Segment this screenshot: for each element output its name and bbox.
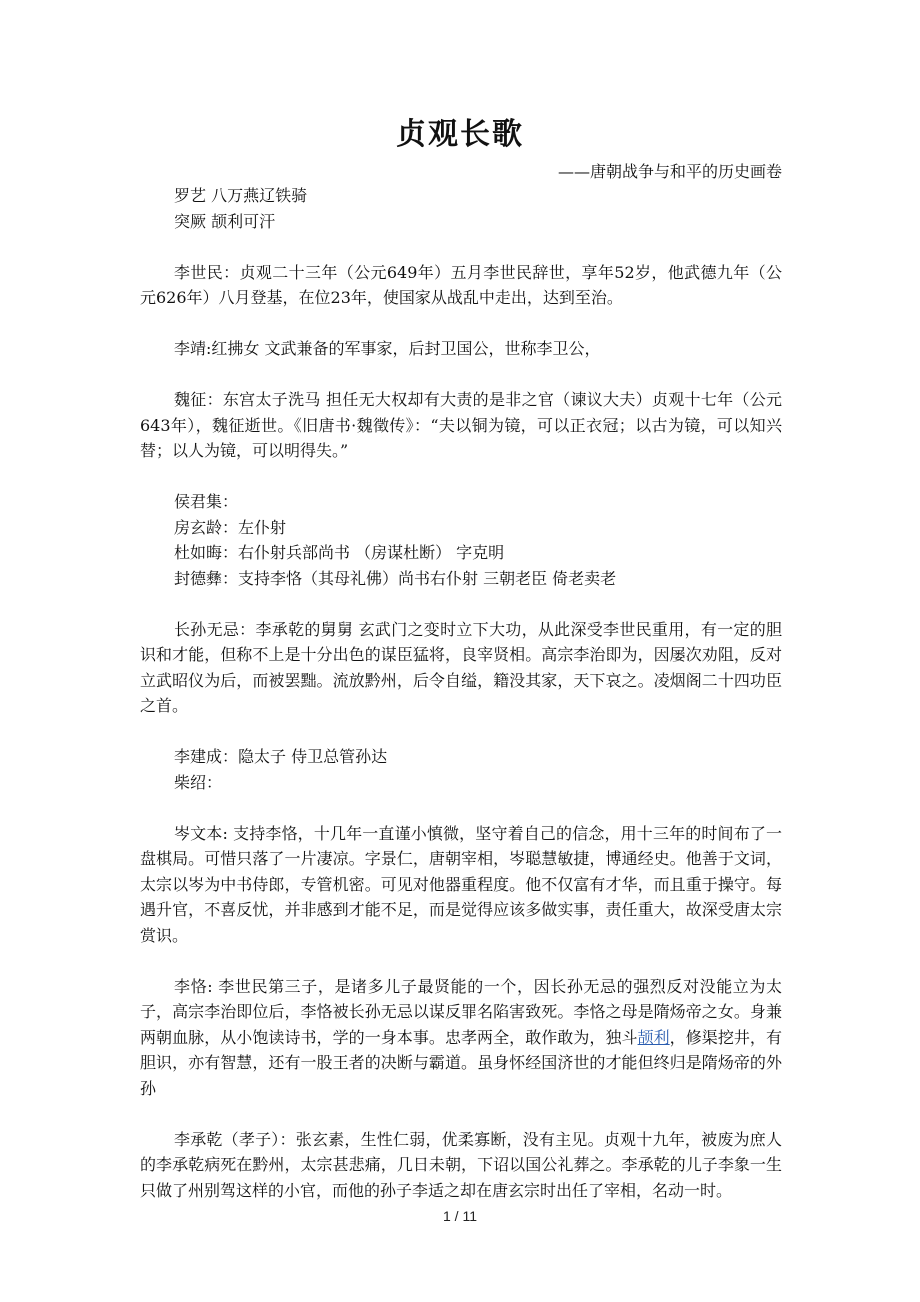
- document-title: 贞观长歌: [396, 117, 524, 152]
- paragraph-lichengqian: 李承乾（孝子）：张玄素，生性仁弱，优柔寡断，没有主见。贞观十九年，被废为庶人的李承乾病死在黔州，太宗甚悲痛，几日未朝，下诏以国公礼葬之。李承乾的儿子李象一生只做了州别驾这样的小官，而他的孙子李适之却在唐玄宗时出任了宰相，名动一时。: [140, 1129, 782, 1200]
- paragraph-gap: [140, 591, 782, 617]
- document-body: [140, 183, 782, 1203]
- line-tujue: 突厥 颉利可汗: [174, 211, 276, 231]
- paragraph-gap: [140, 1101, 782, 1127]
- page-number: 1 / 11: [443, 1208, 477, 1224]
- paragraph-gap: [140, 948, 782, 974]
- paragraph-zhangsunwuji: 长孙无忌：李承乾的舅舅 玄武门之变时立下大功，从此深受李世民重用，有一定的胆识和才能，但称不上是十分出色的谋臣猛将，良宰贤相。高宗李治即为，因屡次劝阻，反对立武昭仪为后，而被罢黜。流放黔州，后令自缢，籍没其家，天下哀之。凌烟阁二十四功臣之首。: [140, 619, 782, 715]
- jieli-link[interactable]: 颉利: [637, 1027, 670, 1047]
- line-lijiancheng: 李建成：隐太子 侍卫总管孙达: [174, 747, 388, 766]
- like-text-after: ，修渠挖井，有胆识，亦有智慧，还有一股王者的决断与霸道。虽身怀经国济世的才能但终归是隋炀帝的外孙: [140, 1027, 782, 1098]
- line-chaishao: 柴绍：: [174, 772, 223, 792]
- paragraph-gap: [140, 795, 782, 821]
- line-fengdeyi: 封德彝：支持李恪（其母礼佛）尚书右仆射 三朝老臣 倚老卖老: [174, 568, 617, 588]
- line-duruhui: 杜如晦：右仆射兵部尚书 （房谋杜断） 字克明: [174, 543, 505, 562]
- paragraph-gap: [140, 362, 782, 388]
- paragraph-lijing: 李靖:红拂女 文武兼备的军事家，后封卫国公，世称李卫公，: [174, 339, 601, 358]
- document-subtitle: ——唐朝战争与和平的历史画卷: [557, 162, 782, 181]
- paragraph-gap: [140, 311, 782, 337]
- like-text-before: 李恪: 李世民第三子，是诸多儿子最贤能的一个，因长孙无忌的强烈反对没能立为太子，高宗李治即位后，李恪被长孙无忌以谋反罪名陷害致死。李恪之母是隋炀帝之女。身兼两朝血脉，从小饱读诗书，学的一身本事。忠孝两全，敢作敢为，独斗: [140, 976, 782, 1047]
- paragraph-like: [140, 974, 782, 1102]
- paragraph-gap: [140, 719, 782, 745]
- paragraph-gap: [140, 464, 782, 490]
- line-houjunji: 侯君集：: [174, 492, 239, 511]
- line-luoyi: 罗艺 八万燕辽铁骑: [174, 186, 308, 205]
- paragraph-gap: [140, 234, 782, 260]
- paragraph-weizheng: 魏征：东宫太子洗马 担任无大权却有大责的是非之官（谏议大夫）贞观十七年（公元643年），魏征逝世。《旧唐书·魏徵传》：“夫以铜为镜，可以正衣冠；以古为镜，可以知兴替；以人为镜，可以明得失。”: [140, 390, 782, 460]
- line-fangxuanling: 房玄龄：左仆射: [174, 517, 287, 537]
- paragraph-lishimin: 李世民：贞观二十三年（公元649年）五月李世民辞世，享年52岁，他武德九年（公元626年）八月登基，在位23年，使国家从战乱中走出，达到至治。: [140, 262, 782, 307]
- paragraph-cenwenben: 岑文本: 支持李恪，十几年一直谨小慎微，坚守着自己的信念，用十三年的时间布了一盘棋局。可惜只落了一片凄凉。字景仁，唐朝宰相，岑聪慧敏捷，博通经史。他善于文词，太宗以岑为中书侍郎，专管机密。可见对他器重程度。他不仅富有才华，而且重于操守。每遇升官，不喜反忧，并非感到才能不足，而是觉得应该多做实事，责任重大，故深受唐太宗赏识。: [140, 823, 782, 945]
